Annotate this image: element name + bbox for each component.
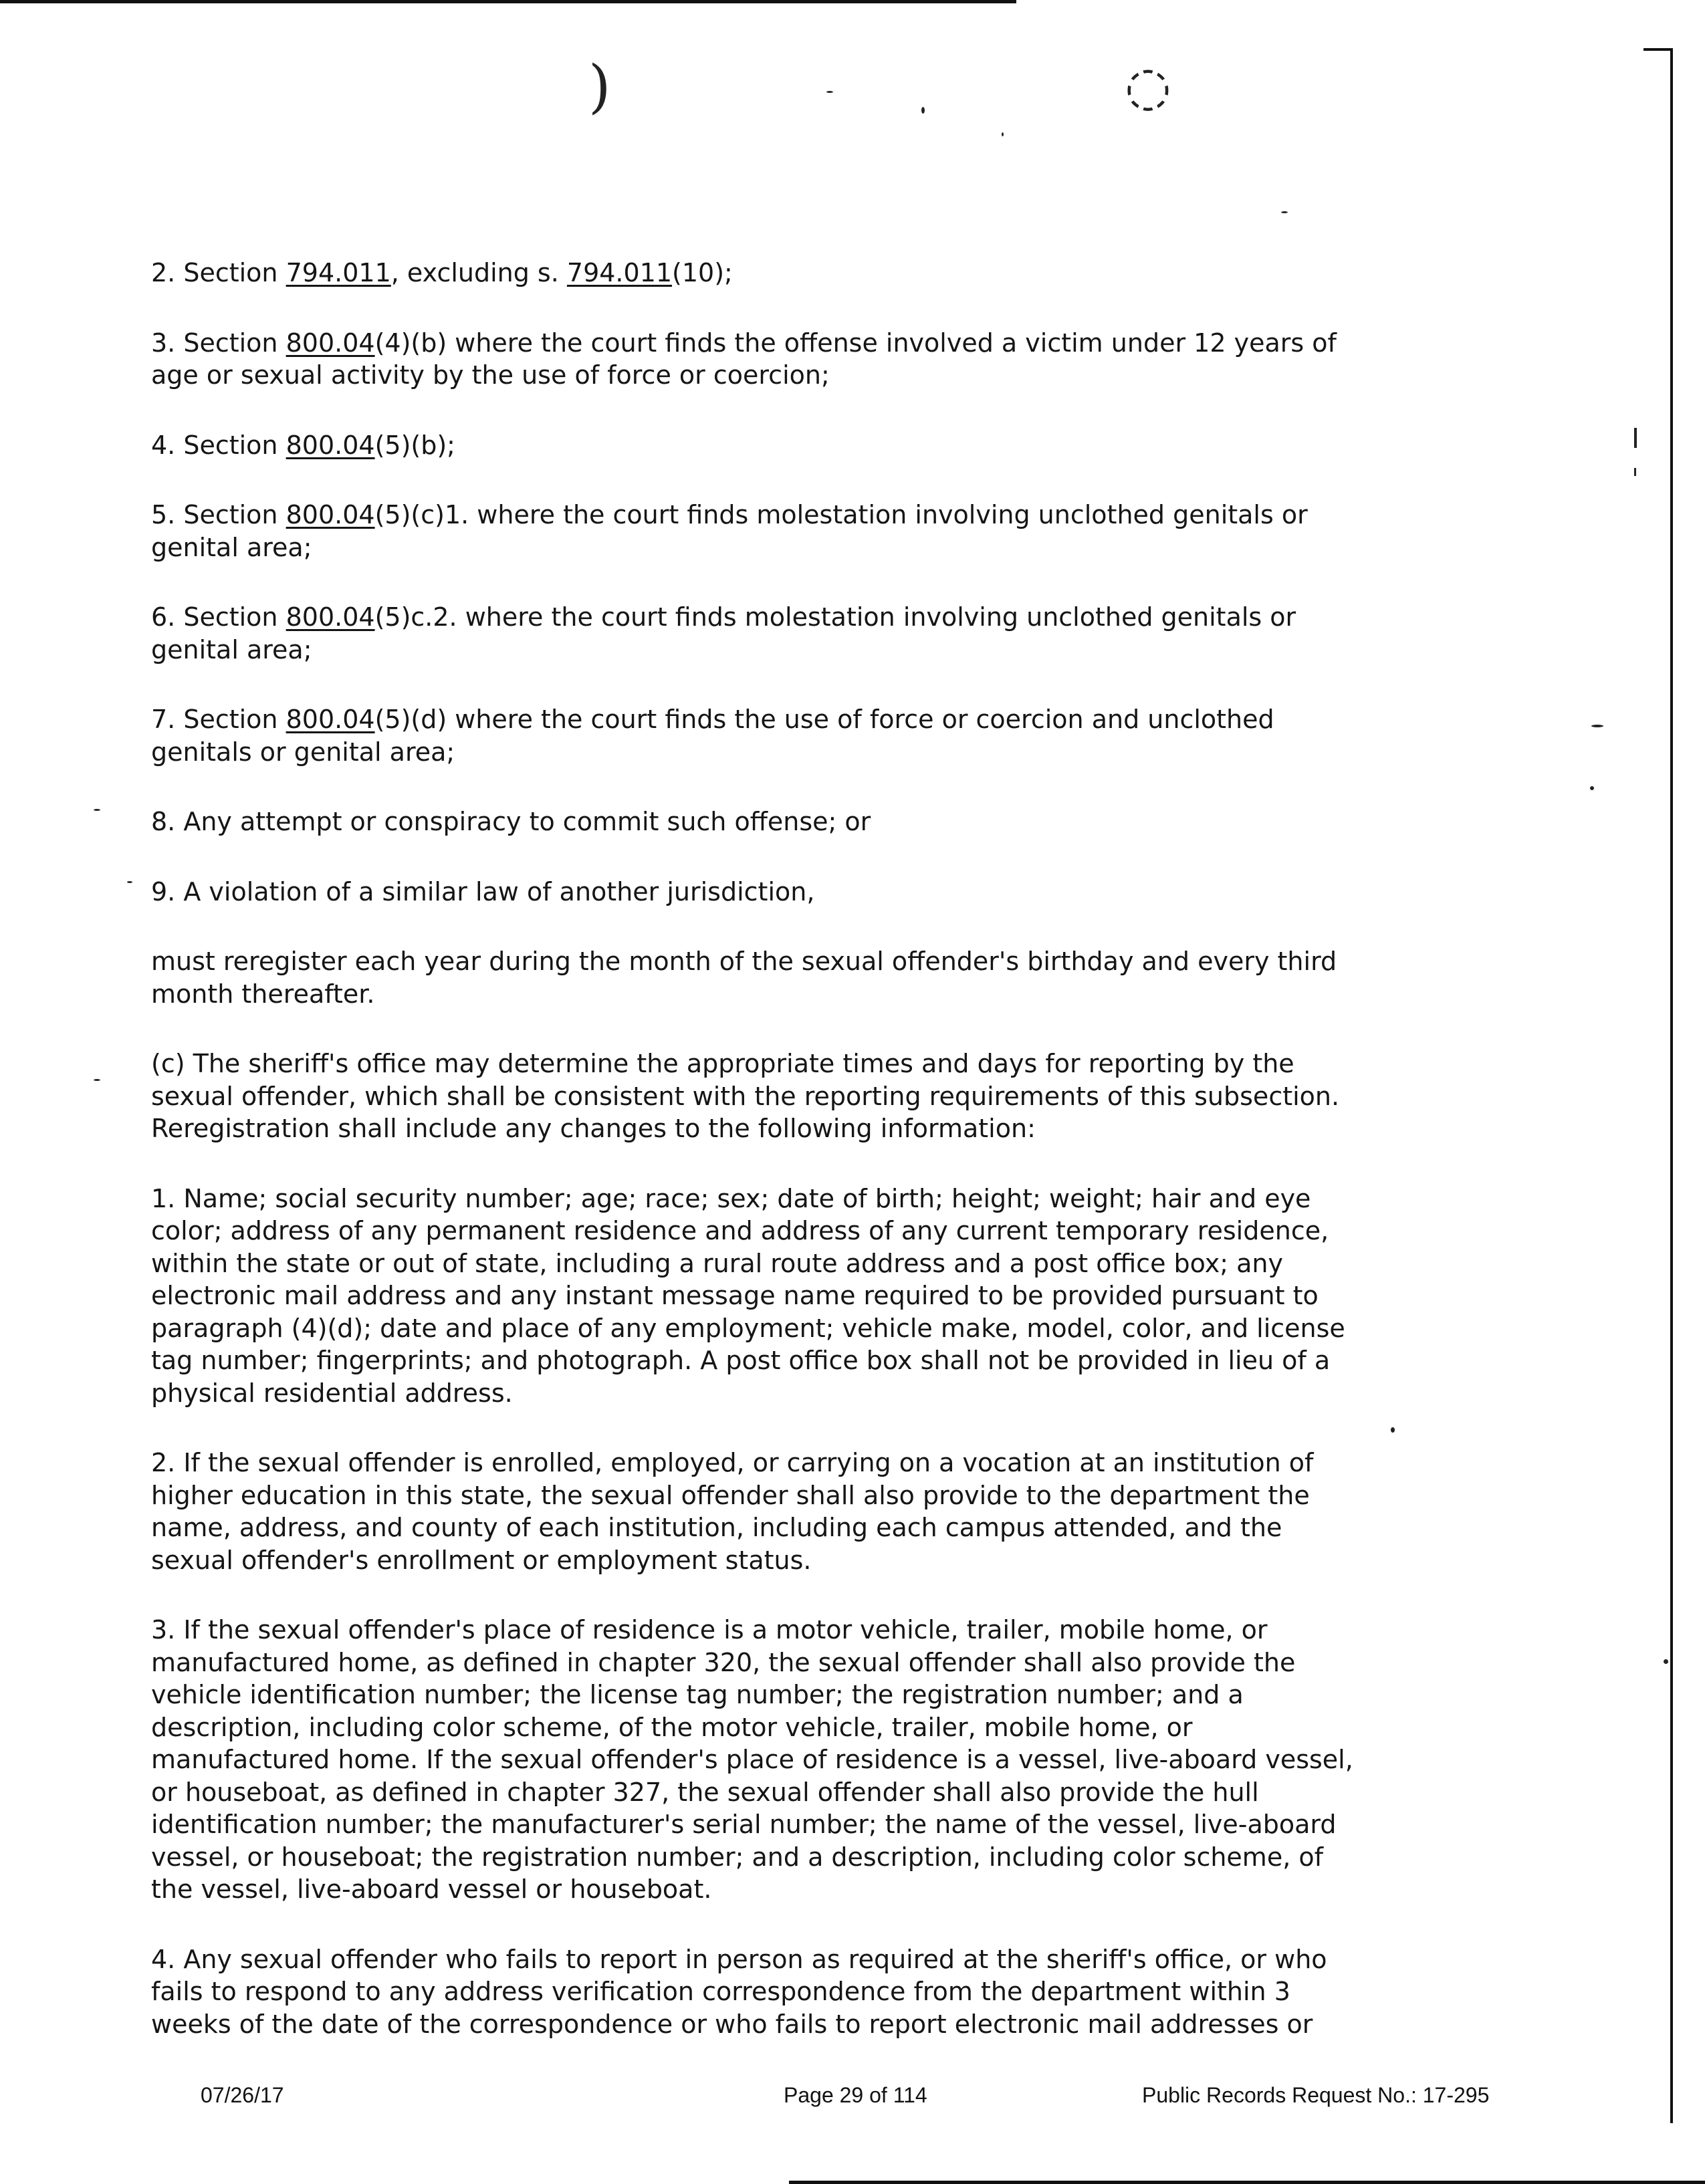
scan-artifact-paren-left: ) xyxy=(588,53,611,120)
footer-page-number: Page 29 of 114 xyxy=(784,2083,927,2107)
statute-body xyxy=(151,257,1368,2078)
list-item: 5. Section 800.04(5)(c)1. where the court finds molestation involving unclothed genitals or genital area; xyxy=(151,500,1308,562)
paragraph-1: 1. Name; social security number; age; race; sex; date of birth; height; weight; hair and eye color; address of any permanent residence and address of any current temporary residence, within the state or out of state, including a rural route address and a post office box; any electronic mail address and any instant message name required to be provided pursuant to paragraph (4)(d); date and place of any employment; vehicle make, model, color, and license tag number; fingerprints; and photograph. A post office box shall not be provided in lieu of a physical residential address. xyxy=(151,1183,1345,1408)
scan-speck xyxy=(1591,725,1603,727)
statute-link[interactable]: 794.011 xyxy=(286,258,391,287)
statute-link[interactable]: 794.011 xyxy=(566,258,673,287)
scan-speck xyxy=(1590,786,1594,790)
statute-link[interactable]: 800.04 xyxy=(286,328,375,358)
footer-request-number: Public Records Request No.: 17-295 xyxy=(1142,2083,1490,2107)
list-item: 4. Section 800.04(5)(b); xyxy=(151,430,455,460)
paragraph-reregister: must reregister each year during the month of the sexual offender's birthday and every third month thereafter. xyxy=(151,947,1337,1009)
scan-artifact-paren-right: ◌ xyxy=(1125,55,1171,117)
paragraph-3: 3. If the sexual offender's place of residence is a motor vehicle, trailer, mobile home, or manufactured home, as defined in chapter 320, the sexual offender shall also provide the vehicle identification number; the license tag number; the registration number; and a description, including color scheme, of the motor vehicle, trailer, mobile home, or manufactured home. If the sexual offender's place of residence is a vessel, live-aboard vessel, or houseboat, as defined in chapter 327, the sexual offender shall also provide the hull identification number; the manufacturer's serial number; the name of the vessel, live-aboard vessel, or houseboat; the registration number; and a description, including color scheme, of the vessel, live-aboard vessel or houseboat. xyxy=(151,1615,1353,1904)
scan-edge-bottom xyxy=(789,2181,1705,2184)
scan-speck xyxy=(921,107,925,114)
scan-speck xyxy=(127,881,132,883)
statute-link[interactable]: 800.04 xyxy=(286,705,375,734)
paragraph-2: 2. If the sexual offender is enrolled, employed, or carrying on a vocation at an institution of higher education in this state, the sexual offender shall also provide to the department the name, address, and county of each institution, including each campus attended, and the sexual offender's enrollment or employment status. xyxy=(151,1448,1314,1575)
scan-speck xyxy=(1281,211,1288,213)
statute-link[interactable]: 800.04 xyxy=(286,602,375,632)
list-item: 9. A violation of a similar law of another jurisdiction, xyxy=(151,876,815,906)
scan-speck xyxy=(94,1079,100,1081)
scan-speck xyxy=(1634,428,1637,448)
statute-link[interactable]: 800.04 xyxy=(286,430,375,460)
list-item: 7. Section 800.04(5)(d) where the court finds the use of force or coercion and unclothed genitals or genital area; xyxy=(151,705,1274,767)
scan-speck xyxy=(1391,1427,1395,1433)
list-item: 6. Section 800.04(5)c.2. where the court finds molestation involving unclothed genitals or genital area; xyxy=(151,602,1296,664)
statute-link[interactable]: 800.04 xyxy=(286,500,375,529)
scan-edge-top xyxy=(0,0,1016,3)
scan-speck xyxy=(1634,468,1636,476)
footer-date: 07/26/17 xyxy=(201,2083,284,2107)
paragraph-4: 4. Any sexual offender who fails to report in person as required at the sheriff's office, or who fails to respond to any address verification correspondence from the department within 3 weeks of the date of the correspondence or who fails to report electronic mail addresses or xyxy=(151,1944,1327,2039)
list-item: 3. Section 800.04(4)(b) where the court finds the offense involved a victim under 12 years of age or sexual activity by the use of force or coercion; xyxy=(151,328,1337,390)
list-item: 8. Any attempt or conspiracy to commit such offense; or xyxy=(151,807,871,836)
scan-speck xyxy=(94,809,100,811)
paragraph-c: (c) The sheriff's office may determine the appropriate times and days for reporting by the sexual offender, which shall be consistent with the reporting requirements of this subsection. Reregistration shall include any changes to the following information: xyxy=(151,1049,1340,1143)
scan-speck xyxy=(1002,132,1004,136)
list-item: 2. Section 794.011, excluding s. 794.011(10); xyxy=(151,258,733,287)
scan-speck xyxy=(1664,1659,1668,1664)
scan-speck xyxy=(826,91,833,93)
scan-edge-right xyxy=(1643,48,1673,2123)
